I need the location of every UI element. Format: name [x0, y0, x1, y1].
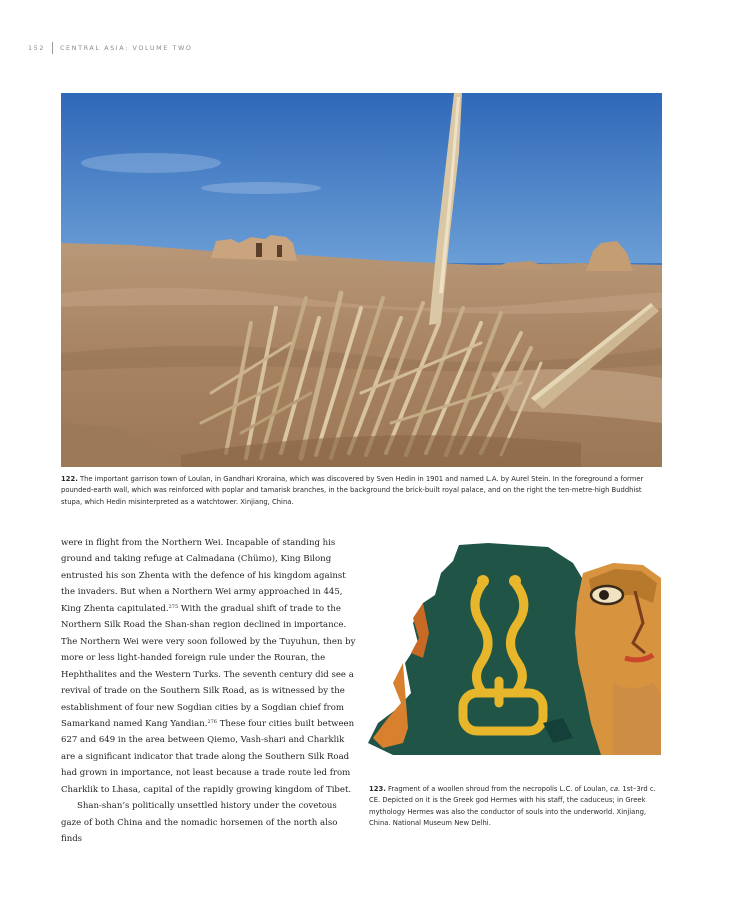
loulan-ruins-photo [61, 93, 662, 467]
page-number: 152 [28, 44, 45, 52]
running-head [28, 41, 193, 55]
running-title: CENTRAL ASIA: VOLUME TWO [60, 44, 193, 52]
figure-122-number: 122. [61, 475, 78, 483]
hermes-shroud-photo [363, 543, 661, 755]
footnote-276: 276 [207, 718, 217, 725]
paragraph-1-part-a: were in flight from the Northern Wei. Incapable of standing his ground and taking refuge at Calmadana (Chümo), King Bilong entrusted his son Zhenta with the defence of his kingdom against the invaders. But when a Northern Wei army approached in 445, King Zhenta capitulated. [61, 538, 346, 614]
paragraph-1 [61, 535, 357, 798]
paragraph-1-part-c: These four cities built between 627 and 649 in the area between Qiemo, Vash-shari and Charklik are a significant indicator that trade along the Southern Silk Road had grown in importance, not least because a trade route led from Charklik to Lhasa, capital of the rapidly growing kingdom of Tibet. [61, 718, 355, 795]
figure-123-caption-a: Fragment of a woollen shroud from the necropolis L.C. of Loulan, [385, 785, 611, 793]
figure-123-caption-ca: ca. [610, 785, 621, 793]
figure-122-caption [61, 474, 662, 508]
figure-123-number: 123. [369, 785, 386, 793]
sky [61, 93, 662, 263]
figure-122-caption-text: The important garrison town of Loulan, in Gandhari Kroraina, which was discovered by Sven Hedin in 1901 and named L.A. by Aurel Stein. In the foreground a former pounded-earth wall, which was reinforced with poplar and tamarisk branches, in the background the brick-built royal palace, and on the right the ten-metre-high Buddhist stupa, which Hedin misinterpreted as a watchtower. Xinjiang, China. [61, 475, 644, 506]
paragraph-1-part-b: With the gradual shift of trade to the Northern Silk Road the Shan-shan region declined in importance. The Northern Wei were very soon followed by the Tuyuhun, then by more or less light-handed foreign rule under the Rouran, the Hephthalites and the Western Turks. The seventh century did see a revival of trade on the Southern Silk Road, as is witnessed by the establishment of four new Sogdian cities by a Sogdian chief from Samarkand named Kang Yandian. [61, 603, 356, 729]
body-text [61, 535, 357, 848]
figure-123-caption-b: 1st–3rd c. CE. Depicted on it is the Greek god Hermes with his staff, the caduceus; in Greek mythology Hermes was also the conductor of souls into the underworld. Xinjiang, China. National Museum New Delhi. [369, 785, 656, 828]
header-divider [52, 42, 53, 54]
figure-123-caption [369, 784, 661, 830]
footnote-275: 275 [168, 603, 179, 610]
paragraph-2: Shan-shan’s politically unsettled history under the covetous gaze of both China and the nomadic horsemen of the north also finds [61, 801, 338, 845]
